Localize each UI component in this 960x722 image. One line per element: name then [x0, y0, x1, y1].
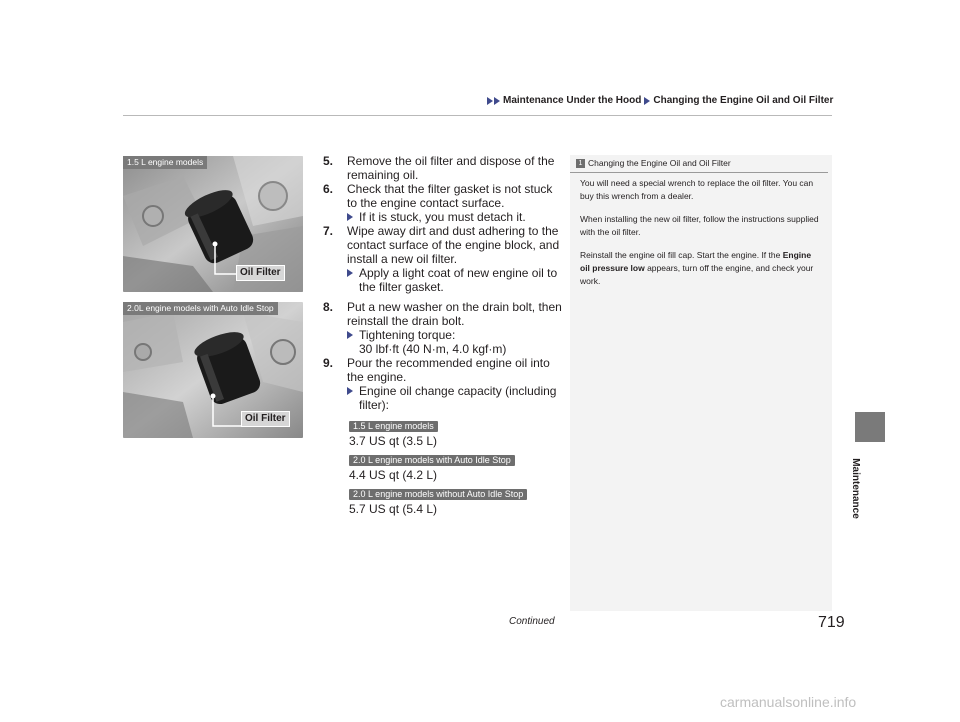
breadcrumb [487, 95, 833, 106]
oil-filter-callout-2: Oil Filter [241, 411, 290, 427]
capacity-value-1: 3.7 US qt (3.5 L) [349, 434, 438, 448]
chapter-tab[interactable] [855, 412, 885, 442]
page-number: 719 [818, 614, 845, 631]
capacity-value-2: 4.4 US qt (4.2 L) [349, 468, 438, 482]
capacity-model-1: 1.5 L engine models [349, 421, 438, 432]
step-6-note: If it is stuck, you must detach it. [347, 210, 563, 224]
capacity-model-2: 2.0 L engine models with Auto Idle Stop [349, 455, 515, 466]
arrow-icon [347, 387, 353, 395]
step-9-note: Engine oil change capacity (including filter): [347, 384, 563, 412]
arrow-icon [347, 213, 353, 221]
oil-filter-callout-1: Oil Filter [236, 265, 285, 281]
capacity-value-3: 5.7 US qt (5.4 L) [349, 502, 438, 516]
sidebar-paragraph-3: Reinstall the engine oil fill cap. Start the engine. If the Engine oil pressure low appears, turn off the engine, and check your work. [580, 250, 814, 286]
arrow-icon [644, 97, 650, 105]
figure-tag-1: 1.5 L engine models [123, 156, 207, 169]
warning-message-name: Engine oil pressure low [580, 250, 812, 273]
arrow-icon [487, 97, 493, 105]
step-9: 9. Pour the recommended engine oil into the engine. [323, 356, 550, 384]
continued-label: Continued [509, 616, 555, 627]
sidebar-body [570, 173, 832, 288]
figure-tag-2: 2.0L engine models with Auto Idle Stop [123, 302, 278, 315]
step-7: 7. Wipe away dirt and dust adhering to the contact surface of the engine block, and install a new oil filter. [323, 224, 560, 266]
header-rule [123, 115, 832, 116]
step-8-note: Tightening torque: 30 lbf·ft (40 N·m, 4.0 kgf·m) [347, 328, 563, 356]
sidebar-header [570, 155, 828, 173]
breadcrumb-topic[interactable]: Changing the Engine Oil and Oil Filter [653, 95, 834, 106]
step-6: 6. Check that the filter gasket is not stuck to the engine contact surface. [323, 182, 553, 210]
sidebar-note [570, 155, 832, 611]
step-5: 5. Remove the oil filter and dispose of the remaining oil. [323, 154, 555, 182]
breadcrumb-section[interactable]: Maintenance Under the Hood [503, 95, 642, 106]
note-number-badge: 1 [576, 159, 585, 168]
arrow-icon [347, 331, 353, 339]
chapter-label: Maintenance [849, 458, 861, 519]
step-7-note: Apply a light coat of new engine oil to the filter gasket. [347, 266, 563, 294]
sidebar-title: Changing the Engine Oil and Oil Filter [588, 158, 731, 168]
step-8: 8. Put a new washer on the drain bolt, then reinstall the drain bolt. [323, 300, 562, 328]
sidebar-paragraph-2: When installing the new oil filter, follow the instructions supplied with the oil filter. [580, 214, 819, 237]
watermark: carmanualsonline.info [720, 694, 857, 710]
procedure-steps [323, 154, 563, 520]
sidebar-paragraph-1: You will need a special wrench to replace the oil filter. You can buy this wrench from a dealer. [580, 178, 814, 201]
arrow-icon [347, 269, 353, 277]
arrow-icon [494, 97, 500, 105]
capacity-model-3: 2.0 L engine models without Auto Idle Stop [349, 489, 527, 500]
